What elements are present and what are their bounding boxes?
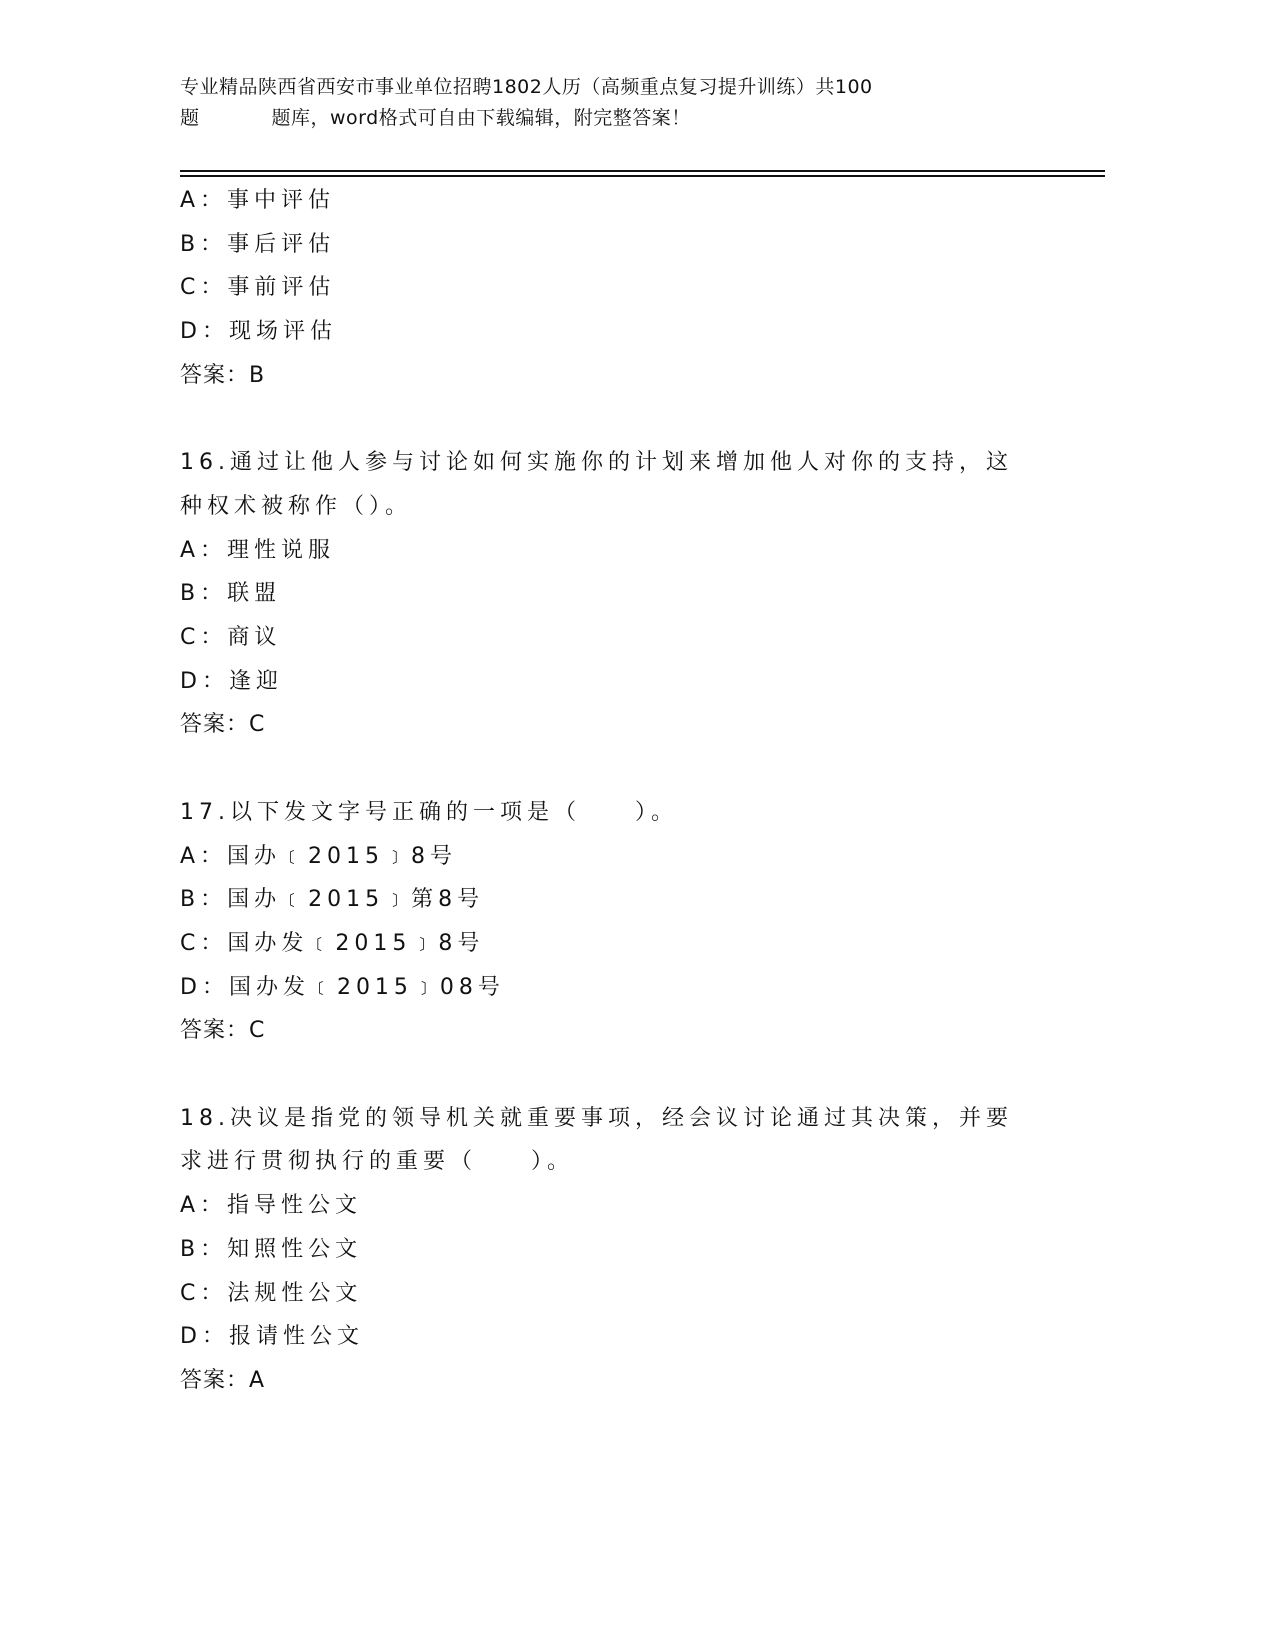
document-header — [180, 72, 1040, 134]
question-block — [180, 791, 1040, 1053]
header-line-2b: 题库，word格式可自由下载编辑，附完整答案！ — [271, 107, 691, 129]
answer-key: 答案：A — [180, 1367, 266, 1393]
question-stem: 种权术被称作（）。 — [180, 493, 413, 519]
answer-option: B：联盟 — [180, 581, 282, 607]
question-stem: 求进行贯彻执行的重要（ ）。 — [180, 1149, 575, 1175]
answer-option: C：商议 — [180, 625, 282, 651]
header-line-2a: 题 — [180, 107, 200, 129]
answer-key: 答案：C — [180, 1018, 266, 1044]
question-block — [180, 441, 1040, 747]
header-rule-bottom — [180, 175, 1105, 177]
question-stem: 17.以下发文字号正确的一项是（ ）。 — [180, 799, 678, 825]
answer-key: 答案：C — [180, 712, 266, 738]
header-line-2 — [180, 103, 1040, 134]
answer-option: A：理性说服 — [180, 537, 336, 563]
answer-option: C：国办发﹝2015﹞8号 — [180, 930, 485, 956]
answer-option: A：国办﹝2015﹞8号 — [180, 843, 458, 869]
answer-option: C：事前评估 — [180, 275, 336, 301]
answer-key: 答案：B — [180, 362, 266, 388]
answer-option: B：事后评估 — [180, 231, 336, 257]
answer-option: B：知照性公文 — [180, 1236, 363, 1262]
question-block — [180, 1097, 1040, 1403]
question-block — [180, 179, 1040, 398]
question-stem: 18.决议是指党的领导机关就重要事项，经会议讨论通过其决策，并要 — [180, 1105, 1013, 1131]
answer-option: C：法规性公文 — [180, 1280, 363, 1306]
header-line-1: 专业精品陕西省西安市事业单位招聘1802人历（高频重点复习提升训练）共100 — [180, 76, 873, 98]
answer-option: A：事中评估 — [180, 188, 336, 213]
answer-option: D：国办发﹝2015﹞08号 — [180, 974, 505, 1000]
answer-option: D：报请性公文 — [180, 1324, 364, 1350]
question-list — [180, 179, 1040, 1446]
answer-option: D：逢迎 — [180, 668, 283, 694]
question-stem: 16.通过让他人参与讨论如何实施你的计划来增加他人对你的支持，这 — [180, 450, 1013, 476]
answer-option: D：现场评估 — [180, 319, 337, 345]
header-rule-top — [180, 170, 1105, 172]
answer-option: A：指导性公文 — [180, 1193, 363, 1219]
answer-option: B：国办﹝2015﹞第8号 — [180, 887, 485, 913]
